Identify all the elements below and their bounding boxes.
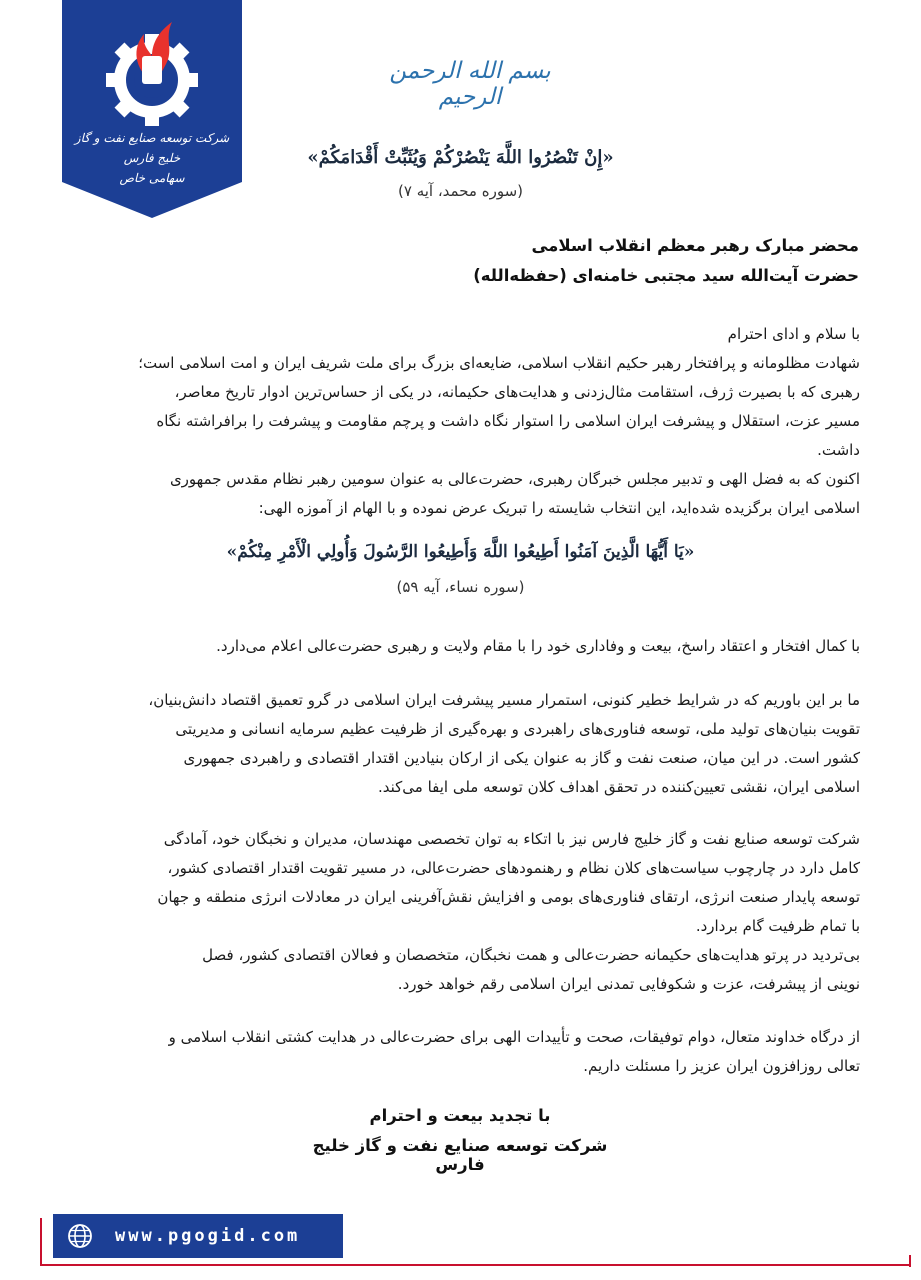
text-line: نوینی از پیشرفت، عزت و شکوفایی تمدنی ایران اسلامی رقم خواهد خورد. (397, 975, 860, 993)
verse-reference-2: (سوره نساء، آیه ۵۹) (396, 578, 525, 596)
text-line: بی‌تردید در پرتو هدایت‌های حکیمانه حضرت‌عالی و همت نخبگان، متخصصان و فعالان اقتصادی کشور، فصل (202, 946, 860, 964)
logo-company-line1: شرکت توسعه صنایع نفت و گاز خلیج فارس (74, 131, 230, 165)
text-line: ما بر این باوریم که در شرایط خطیر کنونی، استمرار مسیر پیشرفت ایران اسلامی در گرو تعمیق اقتصاد دانش‌بنیان، (148, 691, 860, 709)
website-link[interactable] (53, 1214, 343, 1258)
basmala-calligraphy (360, 40, 580, 118)
text-line: داشت. (817, 441, 860, 459)
verse-quran-1: «إِنْ تَنْصُرُوا اللَّهَ يَنْصُرْكُمْ وَيُثَبِّتْ أَقْدَامَكُمْ» (307, 147, 614, 168)
text-line: توسعه پایدار صنعت انرژی، ارتقای فناوری‌های بومی و افزایش نقش‌آفرینی ایران در معادلات انرژی منطقه و جهان (157, 888, 860, 906)
closing-salutation: با تجدید بیعت و احترام (369, 1106, 551, 1125)
text-line: اسلامی ایران برگزیده شده‌اید، این انتخاب شایسته را تبریک عرض نموده و با الهام از آموزه الهی: (258, 499, 860, 517)
address-title: محضر مبارک رهبر معظم انقلاب اسلامی (531, 236, 859, 255)
text-line: با تمام ظرفیت گام بردارد. (695, 917, 860, 935)
basmala-text: بسم الله الرحمن الرحیم (389, 58, 551, 110)
address-name: حضرت آیت‌الله سید مجتبی خامنه‌ای (حفظه‌الله) (473, 266, 859, 285)
text-line: تقویت بنیان‌های تولید ملی، توسعه فناوری‌های راهبردی و بهره‌گیری از ظرفیت عظیم سرمایه انسانی و مدیریتی (175, 720, 860, 738)
text-line: از درگاه خداوند متعال، دوام توفیقات، صحت و تأییدات الهی برای حضرت‌عالی در هدایت کشتی انقلاب اسلامی و (168, 1028, 860, 1046)
verse-reference-1: (سوره محمد، آیه ۷) (398, 182, 523, 200)
website-url[interactable]: www.pgogid.com (115, 1226, 301, 1246)
paragraph-economy (60, 686, 860, 802)
text-line: کشور است. در این میان، صنعت نفت و گاز به عنوان یکی از ارکان بنیادین اقتدار اقتصادی و راهبردی جمهوری (183, 749, 860, 767)
text-line: شرکت توسعه صنایع نفت و گاز خلیج فارس نیز با اتکاء به توان تخصصی مهندسان، مدیران و نخبگان خود، آمادگی (163, 830, 860, 848)
paragraph-company (60, 825, 860, 999)
text-line: با سلام و ادای احترام (727, 325, 860, 343)
text-line: تعالی روزافزون ایران عزیز را مسئلت داریم. (583, 1057, 860, 1075)
text-line: رهبری که با بصیرت ژرف، استقامت مثال‌زدنی و هدایت‌های حکیمانه، در یکی از حساس‌ترین ادوار تاریخ معاصر، (174, 383, 860, 401)
text-line: شهادت مظلومانه و پرافتخار رهبر حکیم انقلاب اسلامی، ضایعه‌ای بزرگ برای ملت شریف ایران و امت اسلامی است؛ (138, 354, 860, 372)
paragraph-prayer (60, 1023, 860, 1081)
text-line: با کمال افتخار و اعتقاد راسخ، بیعت و وفاداری خود را با مقام ولایت و رهبری حضرت‌عالی اعلام می‌دارد. (216, 637, 860, 655)
text-line: مسیر عزت، استقلال و پیشرفت ایران اسلامی را استوار نگاه داشت و پرچم مقاومت و پیشرفت را برافراشته نگاه (156, 412, 860, 430)
logo-company-line2: سهامی خاص (119, 171, 185, 185)
globe-icon (67, 1223, 93, 1249)
verse-quran-2: «يَا أَيُّهَا الَّذِينَ آمَنُوا أَطِيعُوا اللَّهَ وَأَطِيعُوا الرَّسُولَ وَأُولِي الْأَمْرِ مِنْكُمْ» (226, 542, 695, 562)
paragraph-allegiance (60, 632, 860, 661)
closing-signature: شرکت توسعه صنایع نفت و گاز خلیج فارس (312, 1136, 608, 1174)
paragraph-greeting (60, 320, 860, 523)
text-line: اکنون که به فضل الهی و تدبیر مجلس خبرگان رهبری، حضرت‌عالی به عنوان سومین رهبر نظام مقدس جمهوری (169, 470, 860, 488)
footer-border-end (909, 1255, 911, 1267)
text-line: اسلامی ایران، نقشی تعیین‌کننده در تحقق اهداف کلان توسعه ملی ایفا می‌کند. (377, 778, 860, 796)
text-line: کامل دارد در چارچوب سیاست‌های کلان نظام و رهنمودهای حضرت‌عالی، در مسیر تقویت اقتدار اقتصادی کشور، (167, 859, 860, 877)
